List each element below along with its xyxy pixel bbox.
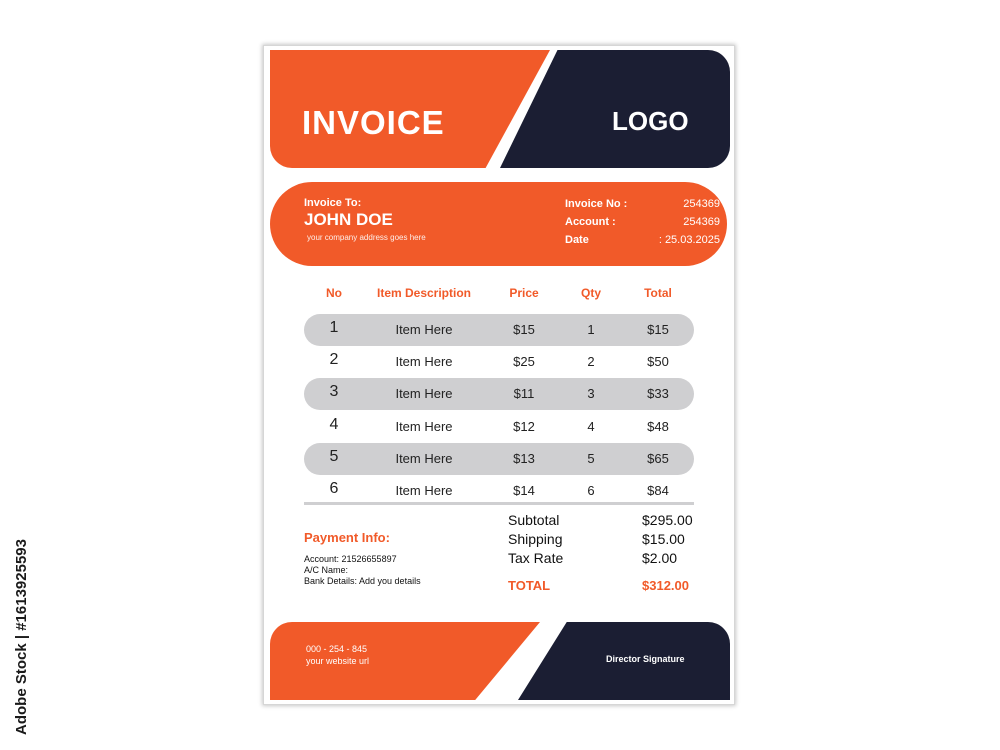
meta-key: Invoice No : — [565, 198, 628, 210]
meta-date — [565, 234, 720, 246]
meta-value: 254369 — [683, 198, 720, 210]
row-qty: 1 — [587, 322, 595, 337]
row-price: $12 — [513, 418, 535, 434]
table-row — [304, 378, 694, 410]
col-qty: Qty — [580, 286, 602, 300]
table-row — [304, 314, 694, 346]
invoice-title: INVOICE — [302, 104, 445, 141]
row-no: 3 — [329, 383, 339, 401]
row-total: $65 — [647, 450, 669, 466]
col-price: Price — [509, 286, 539, 300]
row-no: 2 — [329, 351, 339, 369]
col-no: No — [326, 286, 342, 300]
footer-website: your website url — [306, 656, 370, 666]
stock-credit: Adobe Stock | #1613925593 — [13, 539, 30, 735]
row-total: $50 — [647, 354, 669, 370]
tax-label: Tax Rate — [508, 550, 564, 566]
total-label: TOTAL — [508, 578, 551, 593]
row-total: $15 — [647, 322, 669, 337]
meta-value: 254369 — [683, 216, 720, 228]
shipping-label: Shipping — [508, 531, 563, 547]
payment-account: Account: 21526655897 — [304, 554, 397, 564]
row-price: $14 — [513, 483, 535, 498]
director-signature: Director Signature — [606, 654, 685, 664]
row-description: Item Here — [395, 450, 453, 466]
row-qty: 6 — [587, 483, 595, 498]
meta-value: : 25.03.2025 — [658, 234, 720, 246]
logo-placeholder: LOGO — [612, 106, 689, 136]
row-total: $33 — [647, 386, 669, 402]
col-total: Total — [644, 286, 672, 300]
col-description: Item Description — [376, 286, 472, 300]
subtotal-label: Subtotal — [508, 512, 560, 528]
footer-phone: 000 - 254 - 845 — [306, 644, 368, 654]
row-qty: 2 — [587, 354, 595, 370]
table-divider — [304, 502, 694, 505]
row-total: $84 — [647, 483, 669, 498]
row-price: $15 — [513, 322, 535, 337]
row-no: 4 — [329, 415, 339, 433]
row-no: 5 — [329, 447, 339, 465]
payment-ac-name: A/C Name: — [304, 565, 349, 575]
meta-key: Account : — [565, 216, 616, 228]
customer-name: JOHN DOE — [304, 210, 393, 229]
table-row — [304, 346, 694, 378]
shipping-value: $15.00 — [642, 531, 685, 547]
payment-title: Payment Info: — [304, 530, 390, 545]
row-description: Item Here — [395, 418, 453, 434]
table-header — [264, 286, 734, 302]
meta-key: Date — [565, 234, 589, 246]
row-description: Item Here — [395, 483, 453, 498]
row-description: Item Here — [395, 354, 453, 370]
meta-account — [565, 216, 720, 228]
row-price: $25 — [513, 354, 535, 370]
row-qty: 3 — [587, 386, 595, 402]
table-row — [304, 443, 694, 475]
row-description: Item Here — [395, 322, 453, 337]
customer-address: your company address goes here — [307, 233, 426, 242]
total-value: $312.00 — [642, 578, 689, 593]
row-price: $13 — [513, 450, 535, 466]
bill-to-panel — [270, 182, 727, 266]
meta-invoice-no — [565, 198, 720, 210]
row-qty: 4 — [587, 418, 595, 434]
subtotal-value: $295.00 — [642, 512, 693, 528]
row-no: 6 — [329, 480, 339, 497]
bill-to-label: Invoice To: — [304, 197, 362, 209]
row-price: $11 — [513, 386, 535, 402]
payment-bank: Bank Details: Add you details — [304, 576, 421, 586]
invoice-page — [264, 46, 734, 704]
tax-value: $2.00 — [642, 550, 678, 566]
row-total: $48 — [647, 418, 669, 434]
row-no: 1 — [329, 319, 339, 336]
row-qty: 5 — [587, 450, 595, 466]
row-description: Item Here — [395, 386, 453, 402]
table-row — [304, 411, 694, 443]
